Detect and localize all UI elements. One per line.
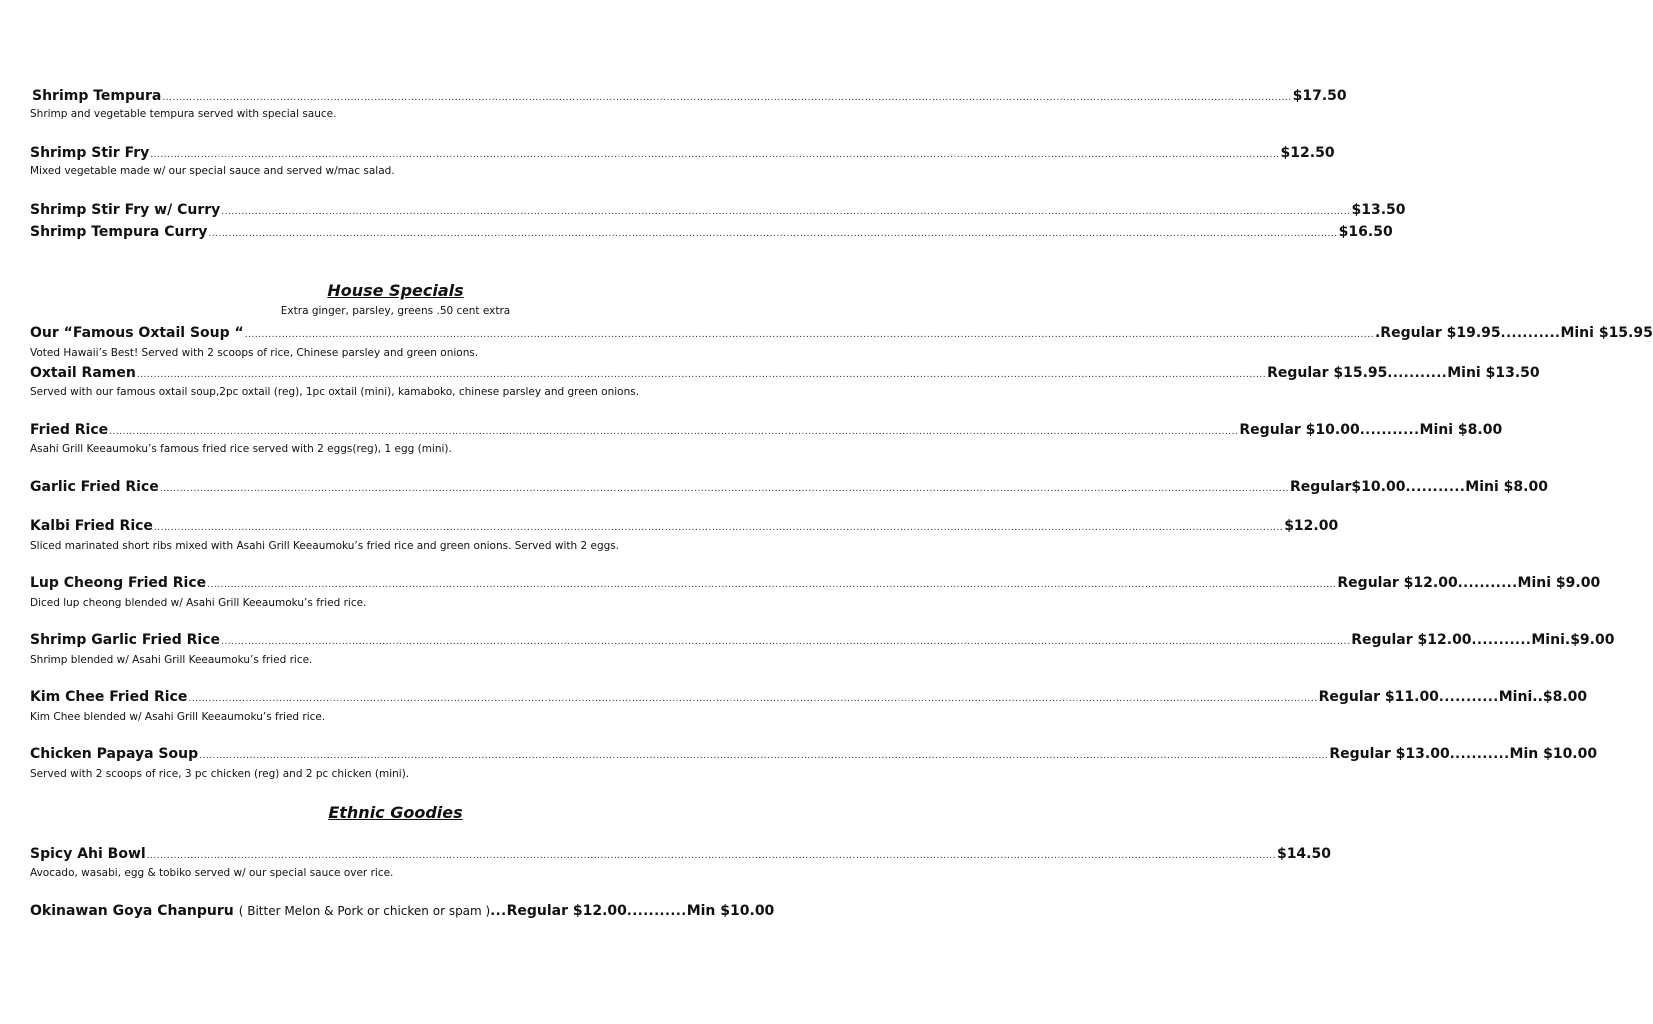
menu-item-shrimp-garlic-fried-rice [30,632,1615,648]
item-name: Lup Cheong Fried Rice [30,575,207,591]
item-price: $14.50 [1276,846,1331,862]
menu-item-oxtail-soup [30,325,1653,341]
dot-leader [207,580,1336,590]
item-name: Shrimp Tempura [32,88,162,104]
dot-leader [160,484,1289,494]
price-separator: ........... [1387,366,1448,381]
item-description: Kim Chee blended w/ Asahi Grill Keeaumoku’s fried rice. [30,711,326,723]
mini-price: Min $10.00 [686,903,775,919]
item-description: Asahi Grill Keeaumoku’s famous fried rice served with 2 eggs(reg), 1 egg (mini). [30,443,452,455]
menu-item-fried-rice [30,422,1503,438]
dot-leader [208,229,1337,239]
price-separator: ........... [1449,747,1510,762]
menu-item-lup-cheong-fried-rice [30,575,1601,591]
item-name: Garlic Fried Rice [30,479,159,495]
item-description: Mixed vegetable made w/ our special sauce and served w/mac salad. [30,165,395,177]
price-separator: ........... [1438,690,1499,705]
price-separator-short: ... [490,904,507,919]
menu-item-shrimp-stir-fry [30,145,1335,161]
menu-item-oxtail-ramen [30,365,1540,381]
item-description: Shrimp blended w/ Asahi Grill Keeaumoku’s fried rice. [30,654,313,666]
dot-leader [221,207,1350,217]
section-heading-house-specials: House Specials [327,281,464,300]
regular-price: Regular $10.00 [1239,422,1360,438]
item-name: Fried Rice [30,422,109,438]
dot-leader [245,330,1374,340]
menu-item-shrimp-stir-fry-curry [30,202,1406,218]
dot-leader [137,370,1266,380]
dot-leader [162,93,1291,103]
dot-leader [221,637,1350,647]
item-description: Voted Hawaii’s Best! Served with 2 scoops of rice, Chinese parsley and green onions. [30,347,479,359]
mini-price: Mini $8.00 [1465,479,1548,495]
item-name: Shrimp Tempura Curry [30,224,208,240]
item-description: Served with 2 scoops of rice, 3 pc chicken (reg) and 2 pc chicken (mini). [30,768,410,780]
price-separator: ........... [1500,326,1561,341]
price-separator: ........... [1457,576,1518,591]
price-separator: ........... [626,904,687,919]
price-separator: ........... [1359,423,1420,438]
item-price: $16.50 [1338,224,1393,240]
regular-price: Regular $13.00 [1329,746,1450,762]
menu-item-shrimp-tempura [32,88,1347,104]
regular-price: Regular $15.95 [1267,365,1388,381]
item-name: Shrimp Stir Fry w/ Curry [30,202,221,218]
mini-price: Mini $15.95 [1560,325,1653,341]
mini-price: Mini.$9.00 [1531,632,1615,648]
item-price: $12.00 [1284,518,1339,534]
item-description: Avocado, wasabi, egg & tobiko served w/ our special sauce over rice. [30,867,394,879]
regular-price: Regular $11.00 [1318,689,1439,705]
mini-price: Mini $9.00 [1517,575,1601,591]
item-description: Sliced marinated short ribs mixed with Asahi Grill Keeaumoku’s fried rice and green onions. Served with 2 eggs. [30,540,620,552]
item-description: Diced lup cheong blended w/ Asahi Grill Keeaumoku’s fried rice. [30,597,367,609]
menu-item-spicy-ahi-bowl [30,846,1331,862]
dot-leader [154,523,1283,533]
price-separator: ........... [1405,480,1466,495]
item-price: $12.50 [1280,145,1335,161]
item-name: Oxtail Ramen [30,365,136,381]
regular-price: .Regular $19.95 [1374,325,1501,341]
dot-leader [147,851,1276,861]
item-name: Our “Famous Oxtail Soup “ [30,325,244,341]
regular-price: Regular $12.00 [1351,632,1472,648]
regular-price: Regular $12.00 [506,903,627,919]
price-separator: ........... [1471,633,1532,648]
item-name: Kalbi Fried Rice [30,518,153,534]
item-name: Okinawan Goya Chanpuru [30,903,234,919]
item-description: Shrimp and vegetable tempura served with special sauce. [30,108,337,120]
dot-leader [109,427,1238,437]
menu-item-kim-chee-fried-rice [30,689,1588,705]
dot-leader [150,150,1279,160]
menu-item-chicken-papaya-soup [30,746,1598,762]
item-price: $17.50 [1292,88,1347,104]
menu-item-okinawan-goya-chanpuru [30,903,775,919]
menu-item-kalbi-fried-rice [30,518,1339,534]
item-price: $13.50 [1351,202,1406,218]
item-name: Spicy Ahi Bowl [30,846,146,862]
item-name: Kim Chee Fried Rice [30,689,188,705]
menu-item-shrimp-tempura-curry [30,224,1393,240]
dot-leader [199,751,1328,761]
section-heading-ethnic-goodies: Ethnic Goodies [328,803,463,822]
section-note: Extra ginger, parsley, greens .50 cent extra [280,305,511,317]
mini-price: Min $10.00 [1509,746,1598,762]
mini-price: Mini $13.50 [1447,365,1540,381]
mini-price: Mini..$8.00 [1498,689,1588,705]
menu-item-garlic-fried-rice [30,479,1548,495]
item-name: Shrimp Garlic Fried Rice [30,632,220,648]
mini-price: Mini $8.00 [1419,422,1503,438]
item-name: Chicken Papaya Soup [30,746,199,762]
item-description: Served with our famous oxtail soup,2pc oxtail (reg), 1pc oxtail (mini), kamaboko, chinese parsley and green onions. [30,386,640,398]
item-note: ( Bitter Melon & Pork or chicken or spam ) [238,904,491,918]
item-name: Shrimp Stir Fry [30,145,150,161]
dot-leader [188,694,1317,704]
regular-price: Regular$10.00 [1290,479,1406,495]
regular-price: Regular $12.00 [1337,575,1458,591]
